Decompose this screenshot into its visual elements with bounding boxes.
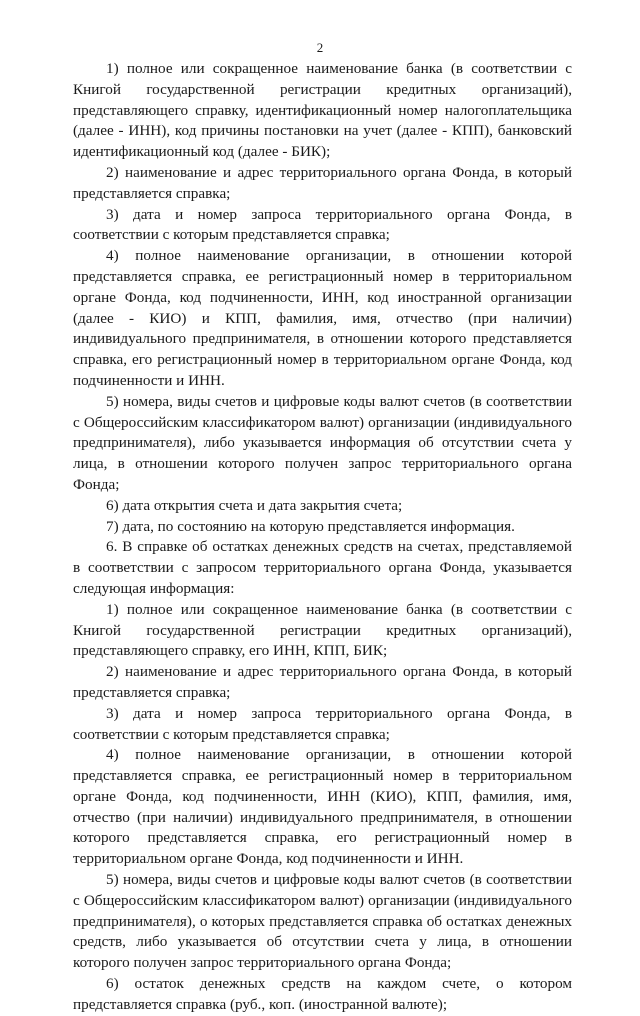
paragraph: 2) наименование и адрес территориального органа Фонда, в который представляется справка; — [73, 163, 572, 202]
paragraph: 6) дата открытия счета и дата закрытия счета; — [106, 496, 403, 514]
document-body — [73, 59, 572, 1016]
paragraph: 7) дата, по состоянию на которую представляется информация. — [106, 517, 515, 535]
paragraph: 3) дата и номер запроса территориального органа Фонда, в соответствии с которым представляется справка; — [73, 704, 572, 743]
paragraph: 1) полное или сокращенное наименование банка (в соответствии с Книгой государственной регистрации кредитных организаций), представляющего справку, идентификационный номер налогоплательщика (далее - ИНН), код причины постановки на учет (далее - КПП), банковский идентификационный код (далее - БИК); — [73, 60, 572, 161]
paragraph: 6. В справке об остатках денежных средств на счетах, представляемой в соответствии с запросом территориального органа Фонда, указывается следующая информация: — [73, 538, 572, 597]
paragraph: 5) номера, виды счетов и цифровые коды валют счетов (в соответствии с Общероссийским классификатором валют) организации (индивидуального предпринимателя), о которых представляется справка об остатках денежных средств, либо указывается об отсутствии счета у лица, в отношении которого получен запрос территориального органа Фонда; — [73, 871, 572, 972]
paragraph: 5) номера, виды счетов и цифровые коды валют счетов (в соответствии с Общероссийским классификатором валют) организации (индивидуального предпринимателя), либо указывается информация об отсутствии счета у лица, в отношении которого получен запрос территориального органа Фонда; — [73, 392, 572, 493]
paragraph: 1) полное или сокращенное наименование банка (в соответствии с Книгой государственной регистрации кредитных организаций), представляющего справку, его ИНН, КПП, БИК; — [73, 600, 572, 660]
paragraph: 4) полное наименование организации, в отношении которой представляется справка, ее регистрационный номер в территориальном органе Фонда, код подчиненности, ИНН, код иностранной организации (далее - КИО) и КПП, фамилия, имя, отчество (при наличии) индивидуального предпринимателя, в отношении которого представляется справка, его регистрационный номер в территориальном органе Фонда, код подчиненности и ИНН. — [73, 247, 572, 389]
page-number: 2 — [316, 40, 324, 55]
paragraph: 4) полное наименование организации, в отношении которой представляется справка, ее регистрационный номер в территориальном органе Фонда, код подчиненности, ИНН (КИО), КПП, фамилия, имя, отчество (при наличии) индивидуального предпринимателя, в отношении которого представляется справка, его регистрационный номер в территориальном органе Фонда, код подчиненности и ИНН. — [73, 746, 572, 868]
paragraph: 6) остаток денежных средств на каждом счете, о котором представляется справка (руб., коп. (иностранной валюте); — [73, 975, 572, 1013]
paragraph: 3) дата и номер запроса территориального органа Фонда, в соответствии с которым представляется справка; — [73, 205, 572, 244]
paragraph: 2) наименование и адрес территориального органа Фонда, в который представляется справка; — [73, 663, 572, 701]
